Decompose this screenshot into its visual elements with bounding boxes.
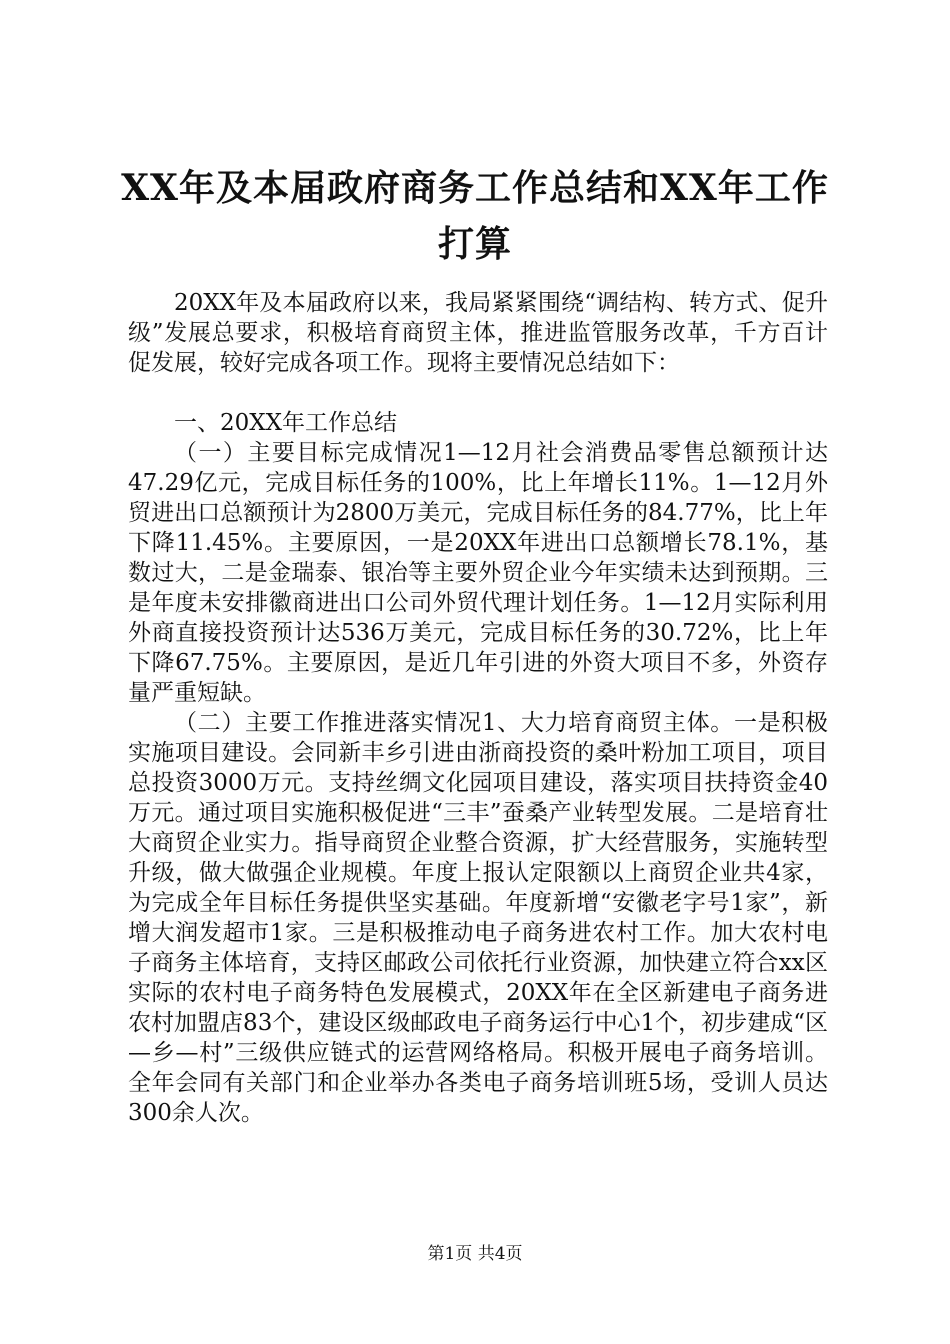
section-heading: 一、20XX年工作总结 (174, 410, 398, 436)
intro-paragraph: 20XX年及本届政府以来，我局紧紧围绕“调结构、转方式、促升级”发展总要求，积极培育商贸主体，推进监管服务改革，千方百计促发展，较好完成各项工作。现将主要情况总结如下： (128, 290, 828, 376)
section-paragraph-targets: （一）主要目标完成情况1—12月社会消费品零售总额预计达47.29亿元，完成目标任务的100%，比上年增长11%。1—12月外贸进出口总额预计为2800万美元，完成目标任务的84.77%，比上年下降11.45%。主要原因，一是20XX年进出口总额增长78.1%，基数过大，二是金瑞泰、银冶等主要外贸企业今年实绩未达到预期。三是年度未安排徽商进出口公司外贸代理计划任务。1—12月实际利用外商直接投资预计达536万美元，完成目标任务的30.72%，比上年下降67.75%。主要原因，是近几年引进的外资大项目不多，外资存量严重短缺。 (128, 440, 828, 706)
document-body (128, 288, 828, 1128)
page-number-footer: 第1页 共4页 (427, 1244, 523, 1264)
section-paragraph-work-progress: （二）主要工作推进落实情况1、大力培育商贸主体。一是积极实施项目建设。会同新丰乡引进由浙商投资的桑叶粉加工项目，项目总投资3000万元。支持丝绸文化园项目建设，落实项目扶持资金40万元。通过项目实施积极促进“三丰”蚕桑产业转型发展。二是培育壮大商贸企业实力。指导商贸企业整合资源，扩大经营服务，实施转型升级，做大做强企业规模。年度上报认定限额以上商贸企业共4家，为完成全年目标任务提供坚实基础。年度新增“安徽老字号1家”，新增大润发超市1家。三是积极推动电子商务进农村工作。加大农村电子商务主体培育，支持区邮政公司依托行业资源，加快建立符合xx区实际的农村电子商务特色发展模式，20XX年在全区新建电子商务进农村加盟店83个，建设区级邮政电子商务运行中心1个，初步建成“区—乡—村”三级供应链式的运营网络格局。积极开展电子商务培训。全年会同有关部门和企业举办各类电子商务培训班5场，受训人员达300余人次。 (128, 710, 828, 1126)
document-title: XX年及本届政府商务工作总结和XX年工作打算 (121, 167, 829, 265)
